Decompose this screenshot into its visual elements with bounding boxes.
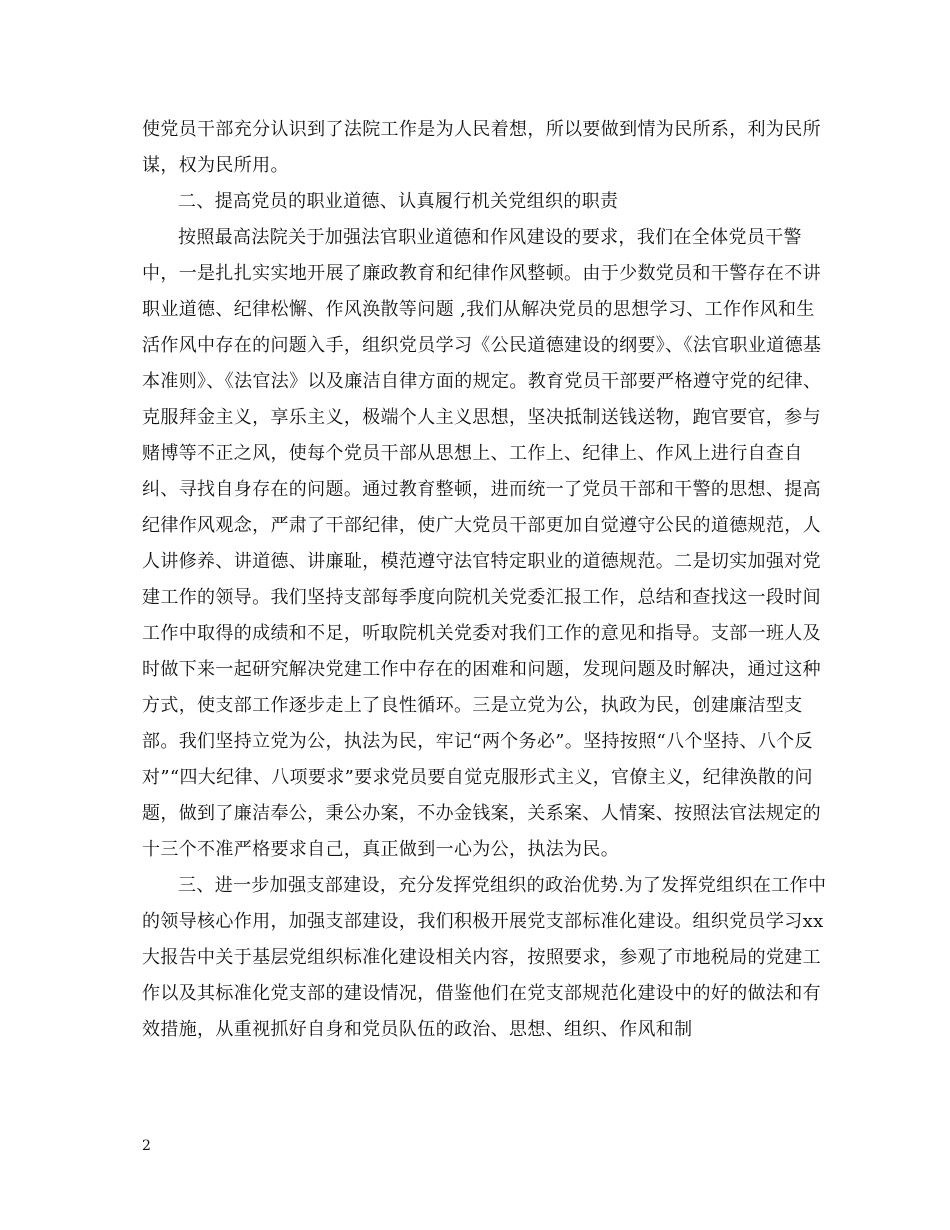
paragraph-section-3: 三、进一步加强支部建设，充分发挥党组织的政治优势.为了发挥党组织在工作中的领导核心作用，加强支部建设，我们积极开展党支部标准化建设。组织党员学习xx大报告中关于基层党组织标准化建设相关内容，按照要求，参观了市地税局的党建工作以及其标准化党支部的建设情况，借鉴他们在党支部规范化建设中的好的做法和有效措施，从重视抓好自身和党员队伍的政治、思想、组织、作风和制	[142, 875, 827, 1040]
paragraph-section-2-body: 按照最高法院关于加强法官职业道德和作风建设的要求，我们在全体党员干警中，一是扎扎实实地开展了廉政教育和纪律作风整顿。由于少数党员和干警存在不讲职业道德、纪律松懈、作风涣散等问题 ,我们从解决党员的思想学习、工作作风和生活作风中存在的问题入手，组织党员学习《公民道德建设的纲要》、《法官职业道德基本准则》、《法官法》以及廉洁自律方面的规定。教育党员干部要严格遵守党的纪律、克服拜金主义，享乐主义，极端个人主义思想，坚决抵制送钱送物，跑官要官，参与赌博等不正之风，使每个党员干部从思想上、工作上、纪律上、作风上进行自查自纠、寻找自身存在的问题。通过教育整顿，进而统一了党员干部和干警的思想、提高纪律作风观念，严肃了干部纪律，使广大党员干部更加自觉遵守公民的道德规范，人人讲修养、讲道德、讲廉耻，模范遵守法官特定职业的道德规范。二是切实加强对党建工作的领导。我们坚持支部每季度向院机关党委汇报工作，总结和查找这一段时间工作中取得的成绩和不足，听取院机关党委对我们工作的意见和指导。支部一班人及时做下来一起研究解决党建工作中存在的困难和问题，发现问题及时解决，通过这种方式，使支部工作逐步走上了良性循环。三是立党为公，执政为民，创建廉洁型支部。我们坚持立党为公，执法为民，牢记“两个务必”。坚持按照“八个坚持、八个反对”“四大纪律、八项要求”要求党员要自觉克服形式主义，官僚主义，纪律涣散的问题，做到了廉洁奉公，秉公办案，不办金钱案，关系案、人情案、按照法官法规定的十三个不准严格要求自己，真正做到一心为公，执法为民。	[142, 227, 822, 860]
page-number: 2	[142, 1138, 151, 1154]
paragraph-continuation: 使党员干部充分认识到了法院工作是为人民着想，所以要做到情为民所系，利为民所谋，权为民所用。	[142, 119, 821, 176]
document-body	[142, 112, 828, 1048]
section-heading-2: 二、提高党员的职业道德、认真履行机关党组织的职责	[178, 191, 619, 212]
